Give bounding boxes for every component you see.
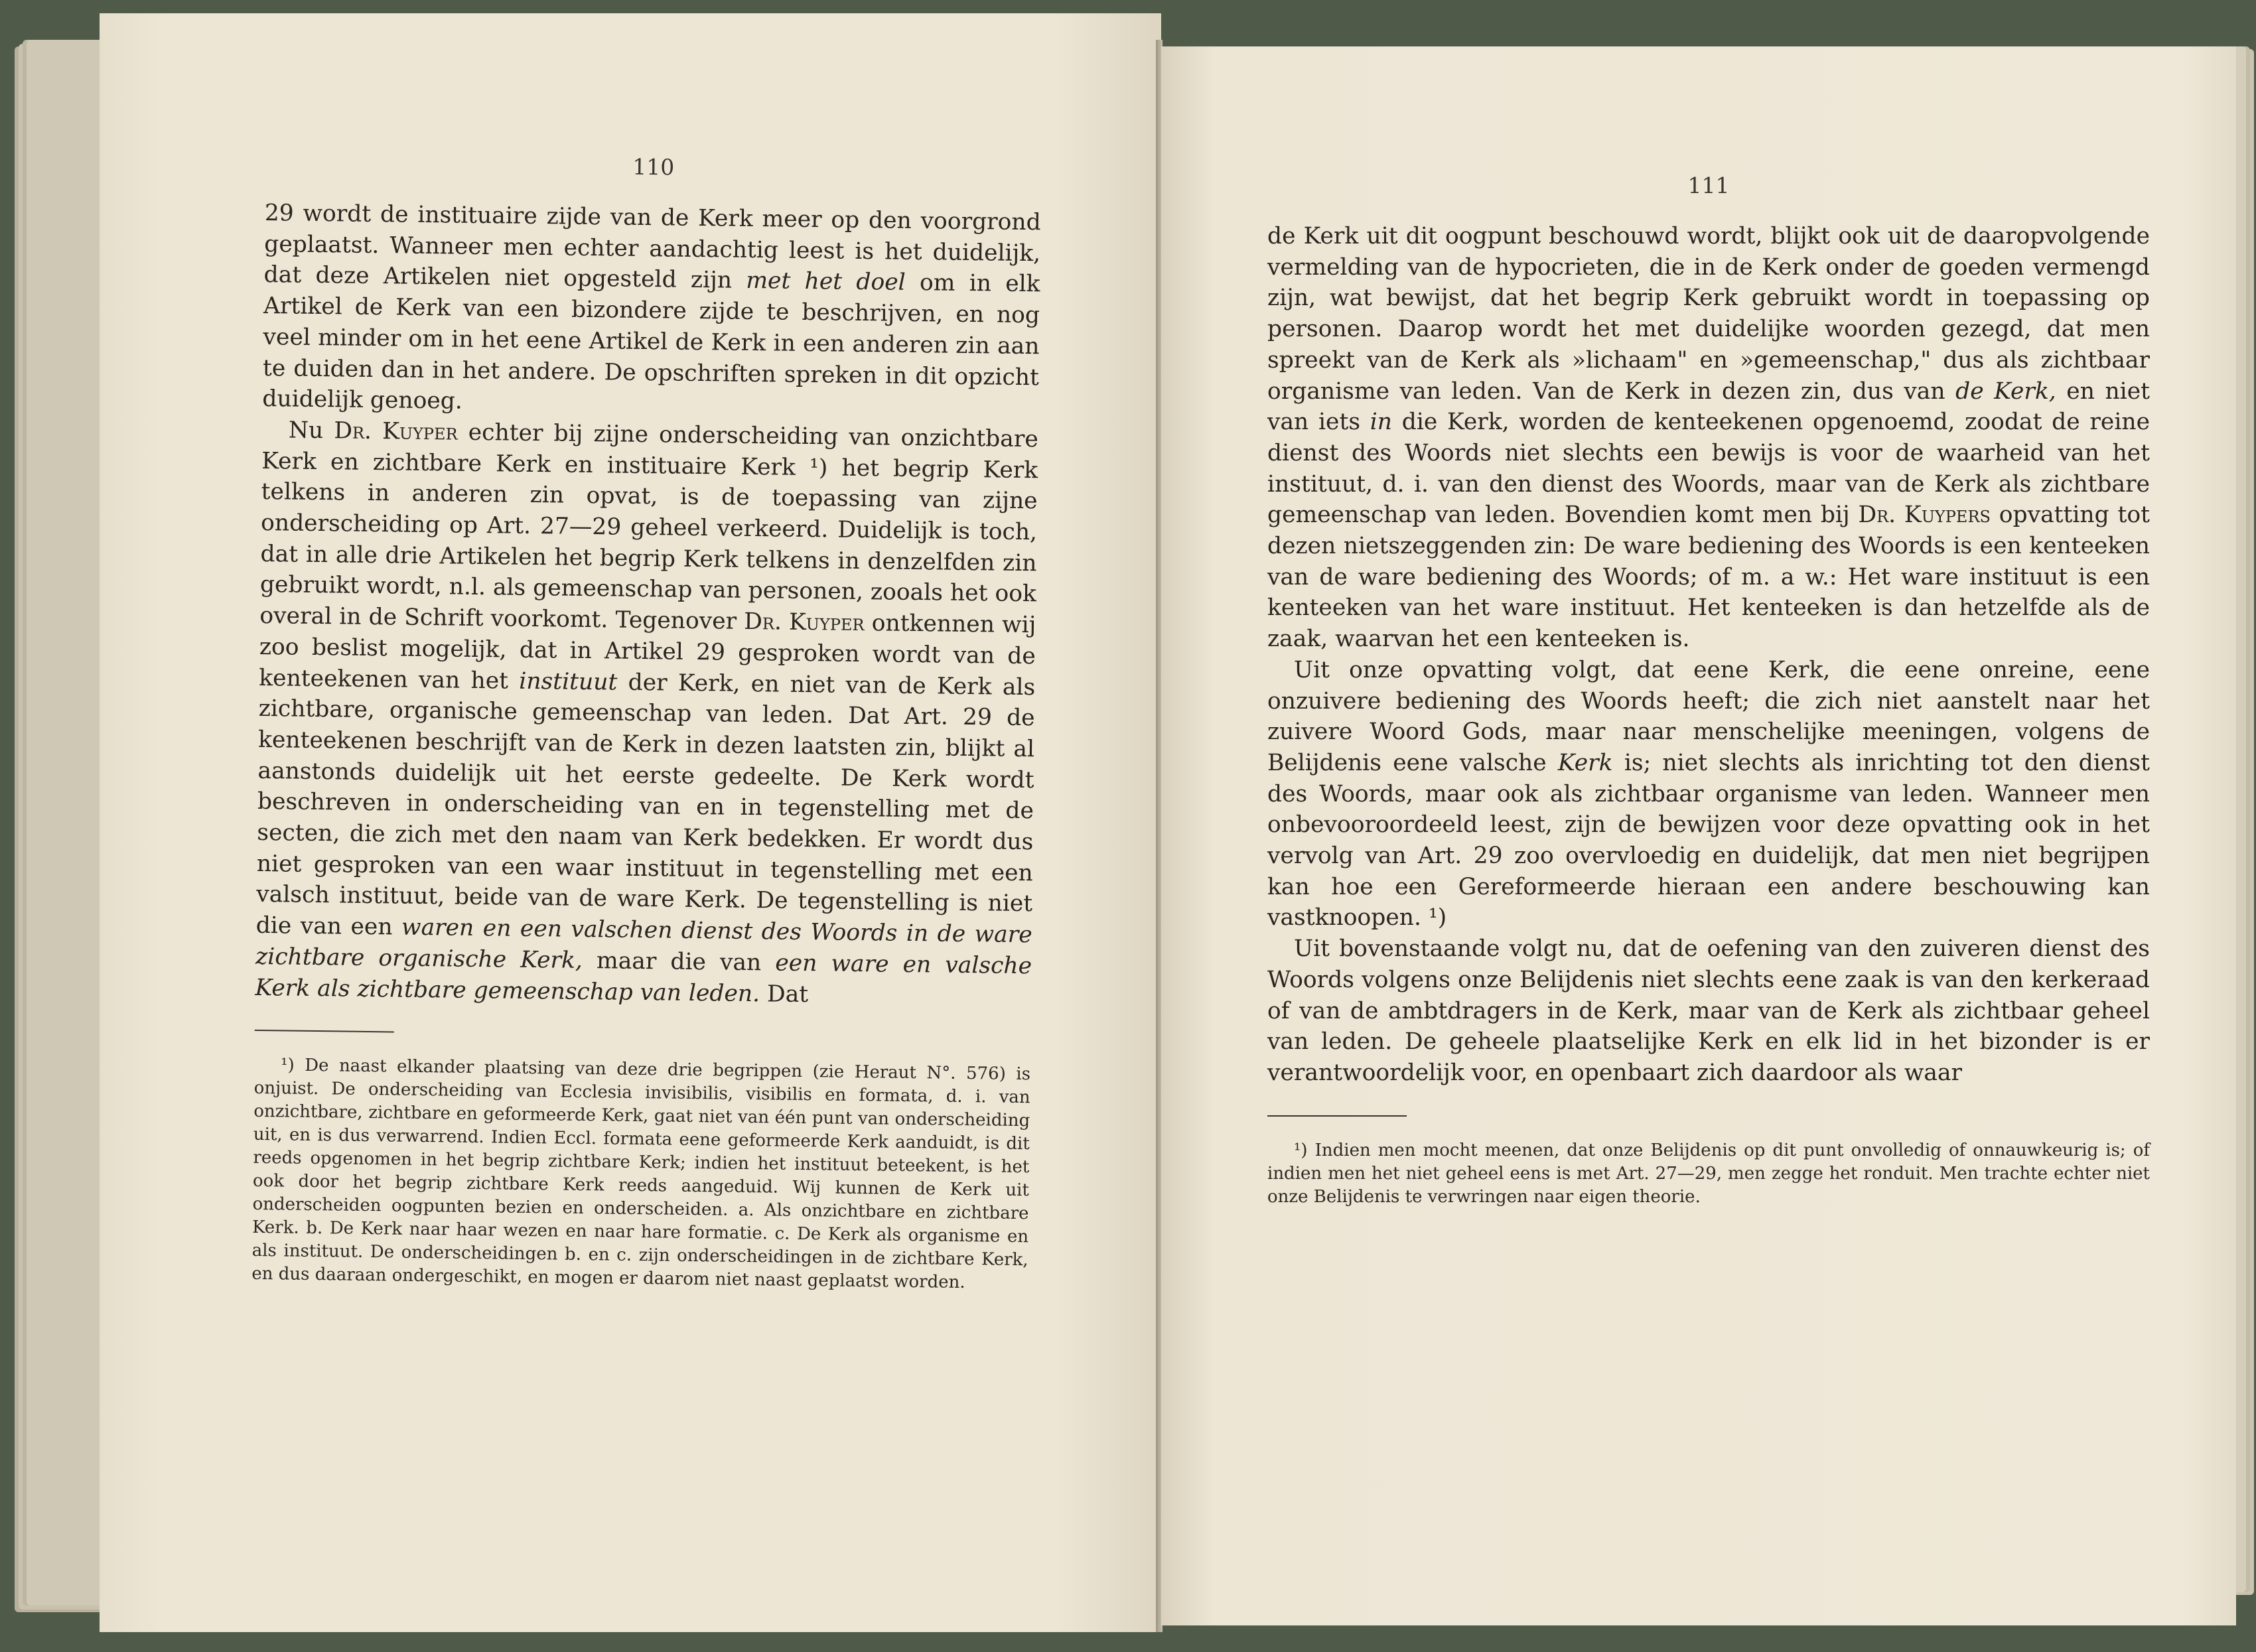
text-run: de Kerk uit dit oogpunt beschouwd wordt, blijkt ook uit de daaropvolgende vermelding van de hypocrieten, die in de Kerk onder de goeden vermengd zijn, wat bewijst, dat het begrip Kerk gebruikt wordt in toepassing op personen. Daarop wordt het met duidelijke woorden gezegd, dat men spreekt van de Kerk als »lichaam" en »gemeenschap," dus als zichtbaar organisme van leden. Van de Kerk in dezen zin, dus van	[1267, 223, 2150, 405]
right-page	[1161, 46, 2236, 1625]
small-caps-name: Dr. Kuypers	[1858, 502, 1991, 529]
paragraph	[1267, 221, 2150, 655]
italic-text: instituut	[519, 667, 618, 696]
text-run: Dat	[759, 980, 809, 1008]
left-page-body	[255, 198, 1041, 1012]
left-page-content	[251, 149, 1042, 1295]
footnote: ¹) Indien men mocht meenen, dat onze Belijdenis op dit punt onvolledig of onnauwkeurig is; of indien men het niet geheel eens is met Art. 27—29, men zegge het ronduit. Men trachte echter niet onze Belijdenis te verwringen naar eigen theorie.	[1267, 1140, 2150, 1207]
text-run: is; niet slechts als inrichting tot den dienst des Woords, maar ook als zichtbaar organisme van leden. Wanneer men onbevooroordeeld leest, zijn de bewijzen voor deze opvatting ook in het vervolg van Art. 29 zoo overvloedig en duidelijk, dat men niet begrijpen kan hoe een Gereformeerde hieraan een andere beschouwing kan vastknoopen. ¹)	[1267, 749, 2150, 931]
text-run: ontkennen wij zoo beslist mogelijk, dat in Artikel 29 gesproken wordt van de kenteekenen van het	[259, 610, 1036, 695]
text-run: maar die van	[582, 947, 776, 977]
text-run: Nu	[288, 417, 334, 445]
right-page-body	[1267, 221, 2150, 1089]
paragraph	[262, 198, 1041, 424]
text-run: der Kerk, en niet van de Kerk als zichtbare, organische gemeenschap van leden. Dat Art. 29 de kenteekenen beschrijft van de Kerk in dezen laatsten zin, blijkt al aanstonds duidelijk uit het eerste gedeelte. De Kerk wordt beschreven in onderscheiding van en in tegenstelling met de secten, die zich met den naam van Kerk bedekken. Er wordt dus niet gesproken van een waar instituut in tegenstelling met een valsch instituut, beide van de ware Kerk. De tegenstelling is niet die van een	[255, 669, 1036, 941]
paragraph	[1267, 655, 2150, 933]
text-run: die Kerk, worden de kenteekenen opgenoemd, zoodat de reine dienst des Woords niet slechts een bewijs is voor de waarheid van het instituut, d. i. van den dienst des Woords, maar van de Kerk als zichtbare gemeenschap van leden. Bovendien komt men bij	[1267, 409, 2150, 529]
italic-text: een ware en valsche Kerk als zichtbare gemeenschap van leden.	[255, 949, 1032, 1007]
text-run: 29 wordt de instituaire zijde van de Kerk meer op den voorgrond geplaatst. Wanneer men echter aandachtig leest is het duidelijk, dat deze Artikelen niet opgesteld zijn	[263, 199, 1041, 295]
page-number: 110	[632, 153, 675, 180]
italic-text: in	[1370, 409, 1393, 436]
italic-text: Kerk	[1557, 749, 1613, 776]
italic-text: de Kerk,	[1955, 378, 2056, 405]
footnote-rule	[1267, 1115, 1407, 1117]
footnote-rule	[255, 1030, 394, 1033]
text-run: echter bij zijne onderscheiding van onzichtbare Kerk en zichtbare Kerk en instituaire Kerk ¹) het begrip Kerk telkens in anderen zin opvat, is de toepassing van zijne onderscheiding op Art. 27—29 geheel verkeerd. Duidelijk is toch, dat in alle drie Artikelen het begrip Kerk telkens in denzelfden zin gebruikt wordt, n.l. als gemeenschap van personen, zooals het ook overal in de Schrift voorkomt. Tegenover	[259, 419, 1039, 636]
small-caps-name: Dr. Kuyper	[334, 417, 458, 446]
paragraph	[255, 415, 1038, 1013]
right-page-content	[1267, 172, 2150, 1209]
text-run: en niet van iets	[1267, 378, 2150, 436]
paragraph	[1267, 933, 2150, 1089]
text-run: Uit bovenstaande volgt nu, dat de oefening van den zuiveren dienst des Woords volgens onze Belijdenis niet slechts eene zaak is van den kerkeraad of van de ambtdragers in de Kerk, maar van de Kerk als zichtbaar geheel van leden. De geheele plaatselijke Kerk en elk lid in het bizonder is er verantwoordelijk voor, en openbaart zich daardoor als waar	[1267, 935, 2150, 1086]
text-run: opvatting tot dezen nietszeggenden zin: De ware bediening des Woords is een kenteeken van de ware bediening des Woords; of m. a w.: Het ware instituut is een kenteeken van het ware instituut. Het kenteeken is dan hetzelfde als de zaak, waarvan het een kenteeken is.	[1267, 502, 2150, 653]
italic-text: met het doel	[746, 267, 906, 297]
italic-text: waren en een valschen dienst des Woords in de ware zichtbare organische Kerk,	[255, 914, 1032, 974]
small-caps-name: Dr. Kuyper	[743, 608, 865, 637]
text-run: Uit onze opvatting volgt, dat eene Kerk, die eene onreine, eene onzuivere bediening des Woords heeft; die zich niet aanstelt naar het zuivere Woord Gods, maar naar menschelijke meeningen, volgens de Belijdenis eene valsche	[1267, 656, 2150, 776]
left-page	[100, 13, 1161, 1632]
text-run: om in elk Artikel de Kerk van een bizondere zijde te beschrijven, en nog veel minder om in het eene Artikel de Kerk in een anderen zin aan te duiden dan in het andere. De opschriften spreken in dit opzicht duidelijk genoeg.	[262, 269, 1040, 415]
footnote: ¹) De naast elkander plaatsing van deze drie begrippen (zie Heraut N°. 576) is onjuist. De onderscheiding van Ecclesia invisibilis, visibilis en formata, d. i. van onzichtbare, zichtbare en geformeerde Kerk, gaat niet van één punt van onderscheiding uit, en is dus verwarrend. Indien Eccl. formata eene geformeerde Kerk aanduidt, is dit reeds opgenomen in het begrip zichtbare Kerk; indien het instituut beteekent, is het ook door het begrip zichtbare Kerk reeds aangeduid. Wij kunnen de Kerk uit onderscheiden oogpunten bezien en onderscheiden. a. Als onzichtbare en zichtbare Kerk. b. De Kerk naar haar wezen en naar hare formatie. c. De Kerk als organisme en als instituut. De onderscheidingen b. en c. zijn onderscheidingen in de zichtbare Kerk, en dus daaraan ondergeschikt, en mogen er daarom niet naast geplaatst worden.	[251, 1055, 1031, 1293]
page-number: 111	[1687, 172, 1730, 198]
